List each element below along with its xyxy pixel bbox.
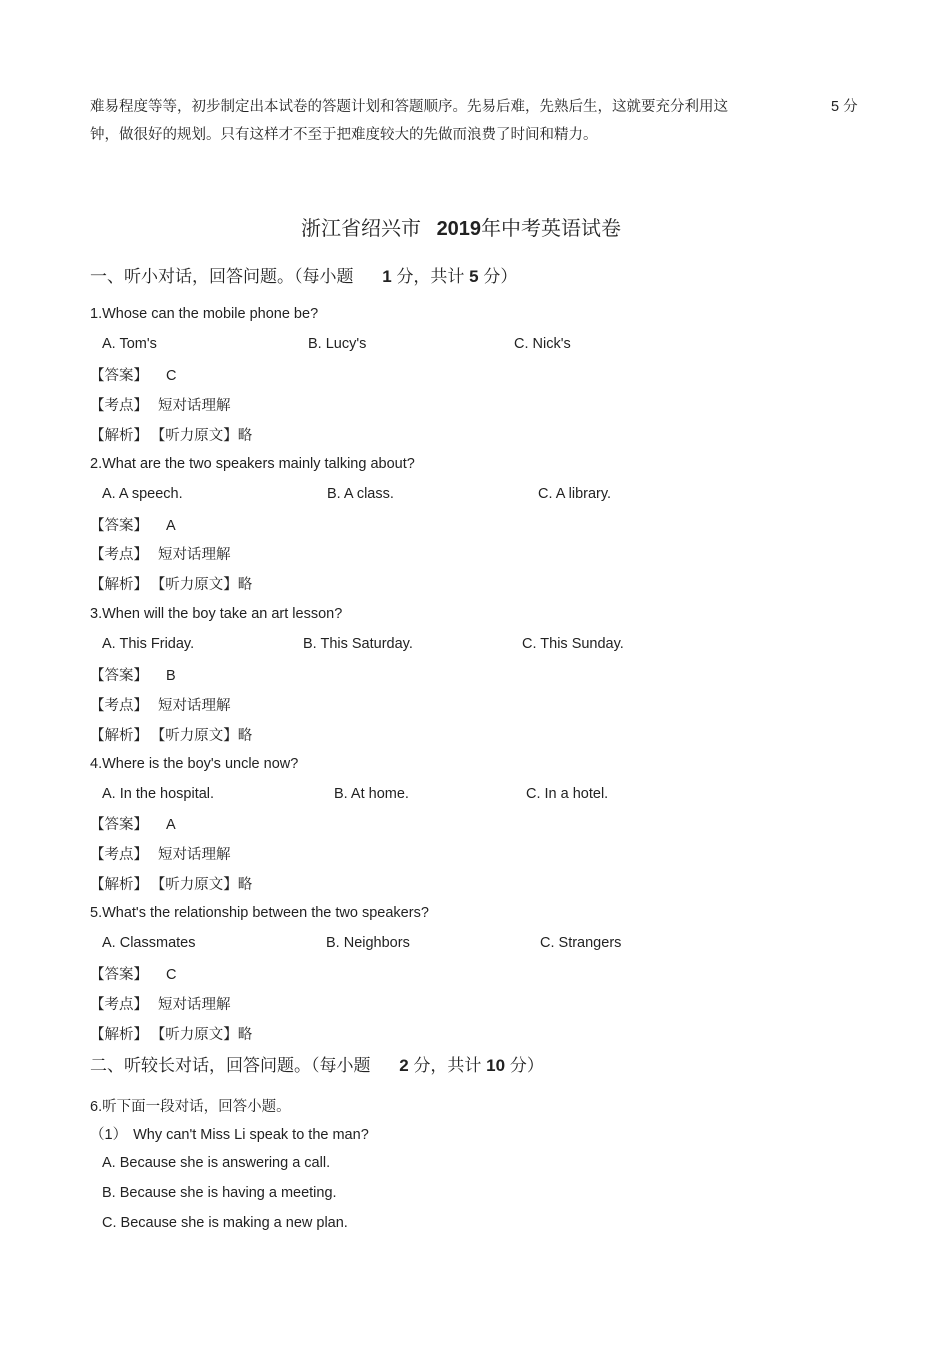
option-a: A. This Friday.	[102, 636, 195, 652]
point-row	[90, 694, 231, 715]
section-2-num-b: 10	[486, 1056, 506, 1075]
answer-label: 【答案】	[90, 518, 148, 534]
option-b: B. A class.	[327, 486, 394, 502]
answer-value: A	[166, 817, 176, 833]
answer-value: C	[166, 368, 177, 384]
answer-row	[90, 664, 176, 685]
question-stem: 1.Whose can the mobile phone be?	[90, 306, 319, 322]
section-2-heading	[90, 1051, 544, 1076]
point-value: 短对话理解	[158, 398, 231, 414]
analysis-row	[90, 873, 252, 894]
point-value: 短对话理解	[158, 547, 231, 563]
option-b: B. Lucy's	[308, 336, 367, 352]
answer-label: 【答案】	[90, 817, 148, 833]
answer-row	[90, 813, 176, 834]
option-c: C. Strangers	[540, 935, 622, 951]
answer-value: A	[166, 518, 176, 534]
option-c: C. Because she is making a new plan.	[102, 1215, 348, 1231]
analysis-value: 【听力原文】略	[158, 577, 253, 593]
analysis-row	[90, 724, 252, 745]
option-b: B. Because she is having a meeting.	[102, 1185, 337, 1201]
answer-value: B	[166, 668, 176, 684]
answer-row	[90, 514, 176, 535]
answer-label: 【答案】	[90, 368, 148, 384]
option-c: C. Nick's	[514, 336, 571, 352]
analysis-label: 【解析】	[90, 728, 148, 744]
answer-label: 【答案】	[90, 668, 148, 684]
option-c: C. In a hotel.	[526, 786, 609, 802]
section-1-num-a: 1	[382, 267, 392, 286]
answer-value: C	[166, 967, 177, 983]
question-stem: 2.What are the two speakers mainly talking about?	[90, 456, 415, 472]
analysis-value: 【听力原文】略	[158, 728, 253, 744]
section-1-heading	[90, 262, 517, 287]
title-prefix: 浙江省绍兴市	[301, 218, 421, 240]
page-title	[301, 212, 621, 241]
section-2-text-a: 二、听较长对话，回答问题。（每小题	[90, 1056, 371, 1075]
option-b: B. Neighbors	[326, 935, 410, 951]
point-label: 【考点】	[90, 547, 148, 563]
section-1-num-b: 5	[469, 267, 479, 286]
point-label: 【考点】	[90, 398, 148, 414]
analysis-label: 【解析】	[90, 1027, 148, 1043]
question-stem: 4.Where is the boy's uncle now?	[90, 756, 299, 772]
option-a: A. In the hospital.	[102, 786, 215, 802]
title-year: 2019	[436, 218, 482, 240]
answer-row	[90, 364, 176, 385]
analysis-row	[90, 573, 252, 594]
question-stem: 5.What's the relationship between the two speakers?	[90, 905, 429, 921]
point-label: 【考点】	[90, 847, 148, 863]
analysis-label: 【解析】	[90, 877, 148, 893]
sub-question-stem: Why can't Miss Li speak to the man?	[133, 1127, 369, 1143]
option-b: B. This Saturday.	[303, 636, 413, 652]
option-b: B. At home.	[334, 786, 409, 802]
section-1-text-a: 一、听小对话，回答问题。（每小题	[90, 267, 354, 286]
section-1-text-c: 分）	[483, 267, 518, 286]
section-2-num-a: 2	[399, 1056, 409, 1075]
point-value: 短对话理解	[158, 698, 231, 714]
analysis-value: 【听力原文】略	[158, 428, 253, 444]
intro-line-1: 难易程度等等，初步制定出本试卷的答题计划和答题顺序。先易后难，先熟后生，这就要充分利用这	[90, 99, 728, 115]
point-value: 短对话理解	[158, 997, 231, 1013]
question-stem: 3.When will the boy take an art lesson?	[90, 606, 343, 622]
option-a: A. Tom's	[102, 336, 157, 352]
point-row	[90, 543, 231, 564]
point-row	[90, 993, 231, 1014]
analysis-label: 【解析】	[90, 577, 148, 593]
answer-row	[90, 963, 176, 984]
option-a: A. A speech.	[102, 486, 183, 502]
option-a: A. Classmates	[102, 935, 196, 951]
point-row	[90, 394, 231, 415]
analysis-value: 【听力原文】略	[158, 1027, 253, 1043]
analysis-label: 【解析】	[90, 428, 148, 444]
option-a: A. Because she is answering a call.	[102, 1155, 331, 1171]
answer-label: 【答案】	[90, 967, 148, 983]
question-6-sub-1	[90, 1123, 369, 1144]
point-value: 短对话理解	[158, 847, 231, 863]
option-c: C. A library.	[538, 486, 612, 502]
intro-line-2: 钟，做很好的规划。只有这样才不至于把难度较大的先做而浪费了时间和精力。	[90, 127, 598, 143]
intro-line-1-right: 5 分	[831, 99, 858, 115]
section-2-text-c: 分）	[509, 1056, 544, 1075]
sub-question-label: （1）	[90, 1127, 128, 1143]
analysis-row	[90, 1023, 252, 1044]
question-6-stem: 6.听下面一段对话，回答小题。	[90, 1099, 291, 1115]
section-2-text-b: 分，共计	[413, 1056, 482, 1075]
point-label: 【考点】	[90, 997, 148, 1013]
title-suffix: 年中考英语试卷	[481, 218, 622, 240]
section-1-text-b: 分，共计	[396, 267, 465, 286]
point-row	[90, 843, 231, 864]
analysis-value: 【听力原文】略	[158, 877, 253, 893]
option-c: C. This Sunday.	[522, 636, 624, 652]
point-label: 【考点】	[90, 698, 148, 714]
analysis-row	[90, 424, 252, 445]
